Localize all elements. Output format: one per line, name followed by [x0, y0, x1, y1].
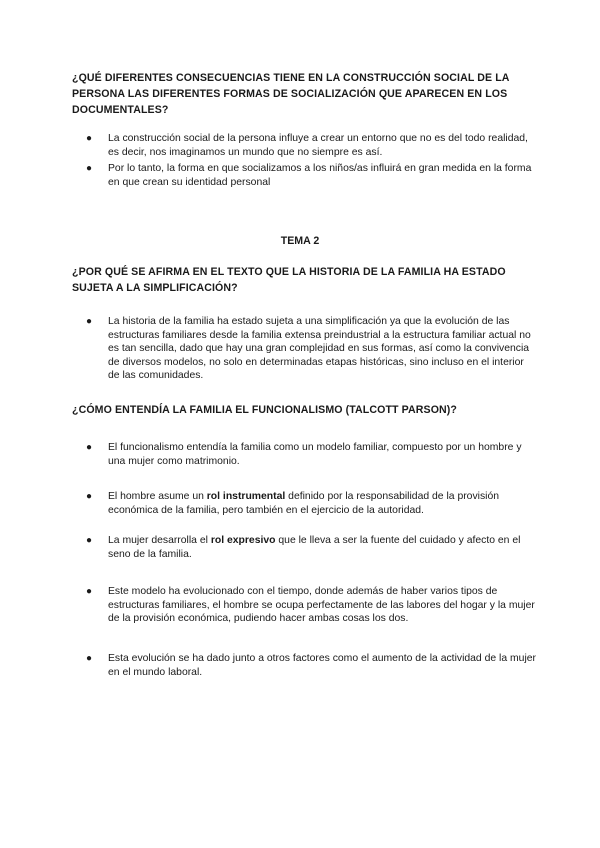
rol-instrumental-term: rol instrumental	[206, 491, 286, 502]
bullet-icon: ●	[86, 316, 93, 327]
question-1-heading: ¿QUÉ DIFERENTES CONSECUENCIAS TIENE EN LA CONSTRUCCIÓN SOCIAL DE LA PERSONA LAS DIFERENTES FORMAS DE SOCIALIZACIÓN QUE APARECEN EN LOS DOCUMENTALES?	[72, 72, 510, 116]
q2-bullet-1: ● La historia de la familia ha estado sujeta a una simplificación ya que la evolución de las estructuras familiares desde la familia extensa preindustrial a la estructura familiar actual no es tan sencilla, dado que hay una gran complejidad en sus formas, así como la convivencia de diversos modelos, no solo en determinadas etapas históricas, sino incluso en el interior de las comunidades.	[86, 316, 531, 381]
q1-bullet-1: ● La construcción social de la persona influye a crear un entorno que no es del todo realidad, es decir, nos imaginamos un mundo que no siempre es así.	[86, 133, 528, 158]
bullet-icon: ●	[86, 653, 93, 664]
q3-bullet-4: ● Este modelo ha evolucionado con el tiempo, donde además de haber varios tipos de estructuras familiares, el hombre se ocupa perfectamente de las labores del hogar y la mujer de la provisión económica, pudiendo hacer ambas cosas los dos.	[86, 586, 535, 624]
q3-bullet-5: ● Esta evolución se ha dado junto a otros factores como el aumento de la actividad de la mujer en el mundo laboral.	[86, 653, 536, 678]
question-3-heading: ¿CÓMO ENTENDÍA LA FAMILIA EL FUNCIONALISMO (TALCOTT PARSON)?	[72, 404, 457, 416]
rol-expresivo-term: rol expresivo	[210, 535, 276, 546]
bullet-icon: ●	[86, 586, 93, 597]
bullet-icon: ●	[86, 535, 93, 546]
bullet-icon: ●	[86, 133, 93, 144]
q3-bullet-3: ● La mujer desarrolla el rol expresivo que le lleva a ser la fuente del cuidado y afecto en el seno de la familia.	[86, 535, 521, 560]
question-2-heading: ¿POR QUÉ SE AFIRMA EN EL TEXTO QUE LA HISTORIA DE LA FAMILIA HA ESTADO SUJETA A LA SIMPLIFICACIÓN?	[72, 266, 506, 294]
bullet-icon: ●	[86, 491, 93, 502]
bullet-icon: ●	[86, 442, 93, 453]
q3-bullet-2: ● El hombre asume un rol instrumental definido por la responsabilidad de la provisión económica de la familia, pero también en el ejercicio de la autoridad.	[86, 491, 500, 516]
bullet-icon: ●	[86, 163, 93, 174]
section-title-tema-2: TEMA 2	[280, 235, 320, 247]
q1-bullet-2: ● Por lo tanto, la forma en que socializamos a los niños/as influirá en gran medida en la forma en que crean su identidad personal	[86, 163, 532, 188]
q3-bullet-1: ● El funcionalismo entendía la familia como un modelo familiar, compuesto por un hombre y una mujer como matrimonio.	[86, 442, 522, 467]
